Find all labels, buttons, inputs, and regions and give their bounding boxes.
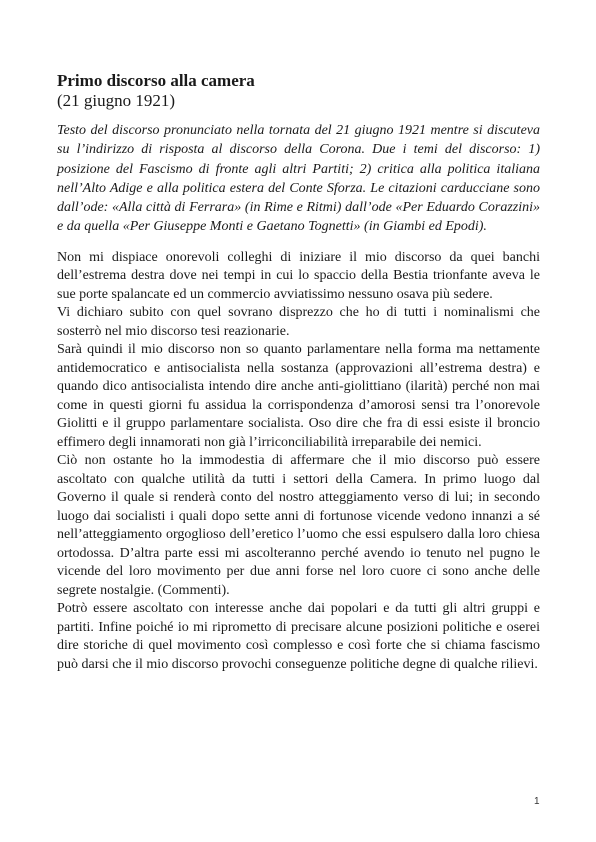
abstract-text: Testo del discorso pronunciato nella tornata del 21 giugno 1921 mentre si discuteva su l’indirizzo di risposta al discorso della Corona. Due i temi del discorso: 1) posizione del Fascismo di fronte agli altri Partiti; 2) critica alla politica italiana nell’Alto Adige e alla politica estera del Conte Sforza. Le citazioni carducciane sono dall’ode: «Alla città di Ferrara» (in Rime e Ritmi) dall’ode «Per Eduardo Corazzini» e da quella «Per Giuseppe Monti e Gaetano Tognetti» (in Giambi ed Epodi). — [57, 123, 540, 235]
body-paragraph: Non mi dispiace onorevoli colleghi di iniziare il mio discorso da quei banchi dell’estrema destra dove nei tempi in cui lo spaccio della Bestia trionfante aveva le sue porte spalancate ed un commercio avviatissimo nessuno osava più sedere. — [57, 249, 540, 302]
document-date: (21 giugno 1921) — [57, 91, 176, 110]
document-abstract — [57, 121, 540, 237]
document-page — [57, 71, 540, 674]
body-paragraph: Ciò non ostante ho la immodestia di affermare che il mio discorso può essere ascoltato con qualche utilità da tutti i settori della Camera. In primo luogo dal Governo il quale si renderà conto del nostro atteggiamento verso di lui; in secondo luogo dai socialisti i quali dopo sette anni di fortunose vicende vedono innanzi a sé nell’atteggiamento orgoglioso dell’eretico l’uomo che essi espulsero dalla loro chiesa ortodossa. D’altra parte essi mi ascolteranno perché avendo io tenuto nel pugno le vicende del loro movimento per due anni forse nel loro cuore ci sono anche delle segrete nostalgie. (Commenti). — [57, 453, 540, 598]
body-paragraph: Potrò essere ascoltato con interesse anche dai popolari e da tutti gli altri gruppi e partiti. Infine poiché io mi riprometto di precisare alcune posizioni politiche e oserei dire storiche di quel movimento così complesso e così forte che si chiama fascismo può darsi che il mio discorso provochi conseguenze politiche degne di qualche rilievi. — [57, 601, 540, 672]
body-paragraph: Vi dichiaro subito con quel sovrano disprezzo che ho di tutti i nominalismi che sosterrò nel mio discorso tesi reazionarie. — [57, 305, 540, 339]
document-title: Primo discorso alla camera — [57, 71, 255, 90]
body-paragraph: Sarà quindi il mio discorso non so quanto parlamentare nella forma ma nettamente antidemocratico e antisocialista nella sostanza (approvazioni all’estrema destra) e quando dico antisocialista intendo dire anche anti-giolittiano (ilarità) perché non mai come in questi giorni fu assidua la corrispondenza d’amorosi sensi tra l’onorevole Giolitti e il gruppo parlamentare socialista. Oso dire che fra di essi esiste il broncio effimero degli innamorati non già l’irriconciliabilità irreparabile dei nemici. — [57, 342, 540, 450]
document-body — [57, 249, 540, 675]
page-number: 1 — [534, 796, 540, 807]
